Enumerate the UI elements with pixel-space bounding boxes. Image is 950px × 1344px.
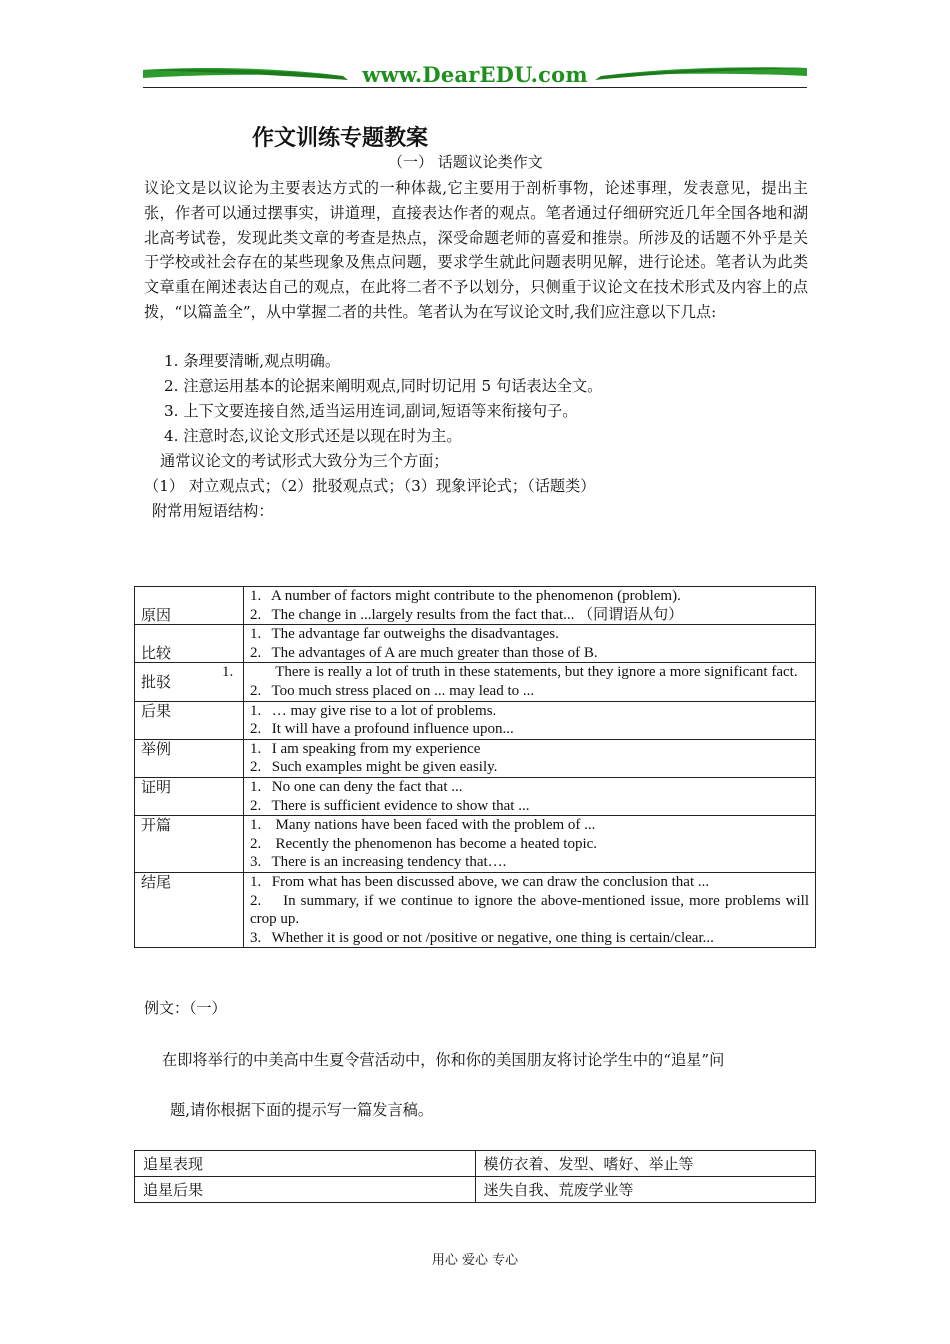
phrase-item: From what has been discussed above, we can draw the conclusion that ... <box>271 873 710 890</box>
table-row <box>135 701 816 739</box>
table-cell-value: 迷失自我、荒废学业等 <box>475 1177 816 1203</box>
star-chasing-table <box>134 1150 816 1203</box>
category-cell: 比较 <box>135 625 244 663</box>
point-4: 4. 注意时态,议论文形式还是以现在时为主。 <box>164 427 462 445</box>
table-row <box>135 1151 816 1177</box>
phrases-cell: 1. A number of factors might contribute to the phenomenon (problem). 2. The change in ...largely results from the fact that... （同谓语从句） <box>244 587 816 625</box>
point-1: 1. 条理要清晰,观点明确。 <box>164 352 341 370</box>
phrases-intro: 附常用短语结构： <box>152 502 274 520</box>
category-cell: 开篇 <box>135 816 244 873</box>
phrase-item: Whether it is good or not /positive or negative, one thing is certain/clear... <box>271 929 714 946</box>
table-cell-label: 追星后果 <box>135 1177 476 1203</box>
phrases-cell: 1. … may give rise to a lot of problems. 2. It will have a profound influence upon... <box>244 701 816 739</box>
phrase-item: I am speaking from my experience <box>271 740 481 757</box>
table-cell-label: 追星表现 <box>135 1151 476 1177</box>
table-row <box>135 625 816 663</box>
forms-intro: 通常议论文的考试形式大致分为三个方面； <box>160 452 449 470</box>
intro-paragraph: 议论文是以议论为主要表达方式的一种体裁,它主要用于剖析事物，论述事理，发表意见，提出主张，作者可以通过摆事实，讲道理，直接表达作者的观点。笔者通过仔细研究近几年全国各地和湖北高考试卷，发现此类文章的考查是热点，深受命题老师的喜爱和推崇。所涉及的话题不外乎是关于学校或社会存在的某些现象及焦点问题，要求学生就此问题表明见解，进行论述。笔者认为此类文章重在阐述表达自己的观点，在此将二者不予以划分，只侧重于议论文在技术形式及内容上的点拨，“以篇盖全”，从中掌握二者的共性。笔者认为在写议论文时,我们应注意以下几点: <box>144 179 808 321</box>
page-subtitle: （一） 话题议论类作文 <box>388 153 543 171</box>
point-3: 3. 上下文要连接自然,适当运用连词,副词,短语等来衔接句子。 <box>164 402 578 420</box>
phrase-item: There is an increasing tendency that…. <box>271 854 507 871</box>
point-2: 2. 注意运用基本的论据来阐明观点,同时切记用 5 句话表达全文。 <box>164 377 603 395</box>
phrases-cell: 1. I am speaking from my experience 2. Such examples might be given easily. <box>244 739 816 777</box>
example-label: 例文：（一） <box>144 999 227 1017</box>
header-rule <box>143 87 807 88</box>
table-row <box>135 587 816 625</box>
category-cell: 批驳 <box>135 663 244 701</box>
phrase-item: The advantage far outweighs the disadvantages. <box>271 626 559 643</box>
table-cell-value: 模仿衣着、发型、嗜好、举止等 <box>475 1151 816 1177</box>
table-row <box>135 777 816 815</box>
example-prompt-line-1: 在即将举行的中美高中生夏令营活动中，你和你的美国朋友将讨论学生中的“追星”问 <box>162 1051 725 1069</box>
category-cell: 举例 <box>135 739 244 777</box>
phrase-item: There is sufficient evidence to show that ... <box>271 797 530 814</box>
phrases-cell: 1. The advantage far outweighs the disadvantages. 2. The advantages of A are much greater than those of B. <box>244 625 816 663</box>
table-row <box>135 663 816 701</box>
phrases-cell: 1. Many nations have been faced with the problem of ... 2. Recently the phenomenon has become a heated topic. 3. There is an increasing tendency that…. <box>244 816 816 873</box>
table-row <box>135 1177 816 1203</box>
phrase-item: The change in ...largely results from the fact that... （同谓语从句） <box>271 606 684 623</box>
category-cell: 原因 <box>135 587 244 625</box>
phrases-cell: 1. From what has been discussed above, we can draw the conclusion that ... 2. In summary, if we continue to ignore the above-mentioned issue, more problems will crop up. 3. Whether it is good or not /positive or negative, one thing is certain/clear... <box>244 872 816 947</box>
phrase-item: Too much stress placed on ... may lead to ... <box>271 682 535 699</box>
category-cell: 后果 <box>135 701 244 739</box>
category-cell: 证明 <box>135 777 244 815</box>
phrase-item: A number of factors might contribute to the phenomenon (problem). <box>270 588 681 604</box>
phrases-cell: 1. No one can deny the fact that ... 2. There is sufficient evidence to show that ... <box>244 777 816 815</box>
forms-list: （1） 对立观点式；（2）批驳观点式；（3）现象评论式；（话题类） <box>144 477 596 495</box>
phrase-item: Many nations have been faced with the problem of ... <box>275 817 596 834</box>
page-title: 作文训练专题教案 <box>252 126 429 151</box>
page-footer: 用心 爱心 专心 <box>431 1253 519 1268</box>
phrase-item: … may give rise to a lot of problems. <box>271 702 497 719</box>
phrase-item: Recently the phenomenon has become a heated topic. <box>275 835 598 852</box>
phrase-item: It will have a profound influence upon... <box>271 721 514 738</box>
phrase-item: There is really a lot of truth in these statements, but they ignore a more significant fact. <box>275 664 798 681</box>
table-row <box>135 739 816 777</box>
phrase-item: No one can deny the fact that ... <box>271 778 463 795</box>
table-row <box>135 872 816 947</box>
site-url[interactable]: www.DearEDU.com <box>362 62 588 87</box>
phrase-item: The advantages of A are much greater than those of B. <box>271 644 598 661</box>
example-prompt-line-2: 题,请你根据下面的提示写一篇发言稿。 <box>170 1101 434 1119</box>
phrases-cell: 1. There is really a lot of truth in these statements, but they ignore a more significant fact. 2. Too much stress placed on ... may lead to ... <box>244 663 816 701</box>
category-cell: 结尾 <box>135 872 244 947</box>
phrase-table <box>134 586 816 948</box>
phrase-item: Such examples might be given easily. <box>271 759 498 776</box>
table-row <box>135 816 816 873</box>
phrase-item: In summary, if we continue to ignore the above-mentioned issue, more problems will crop up. <box>250 892 810 928</box>
